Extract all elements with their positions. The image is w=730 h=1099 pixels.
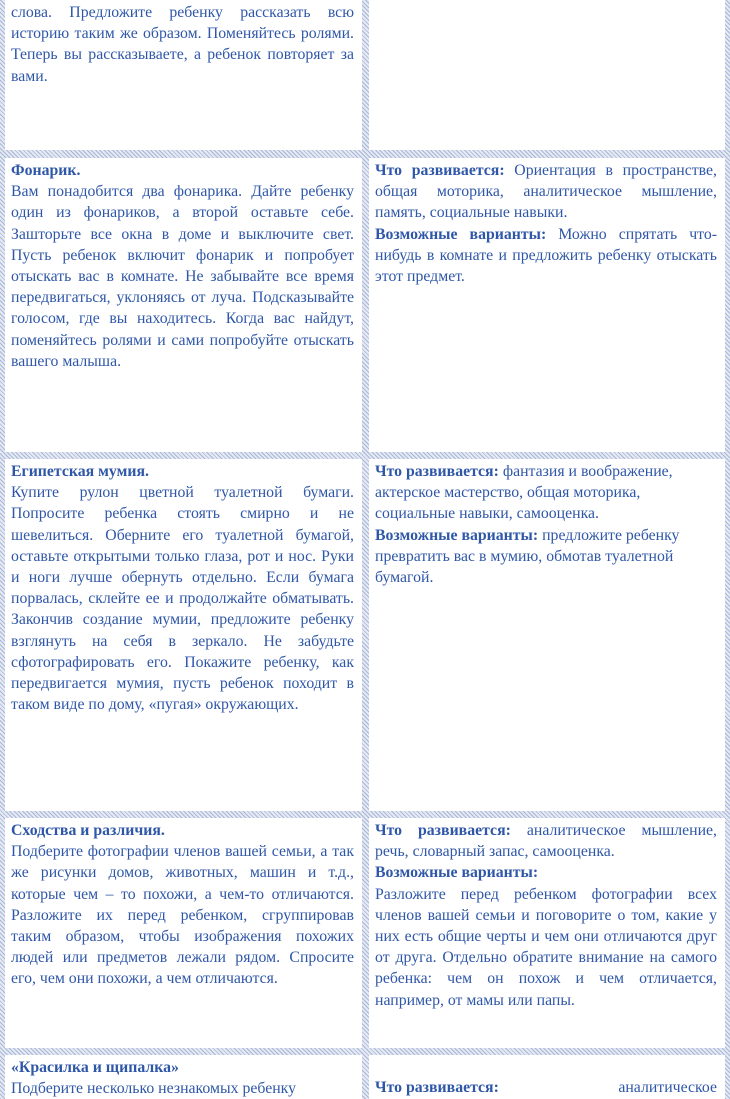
table-cell-notes [369,459,725,811]
develops-text: аналитическое мышление, речь, словарный запас, самооценка. [375,822,718,861]
develops-paragraph [375,160,717,224]
develops-label: Что развивается: [375,822,511,839]
variants-paragraph [375,224,717,288]
develops-text: аналитическое [618,1079,717,1096]
game-description: Подберите несколько незнакомых ребенку [11,1080,297,1098]
game-description: Подберите фотографии членов вашей семьи, а так же рисунки домов, животных, машин и т.д., которые чем – то похожи, а чем-то отличаются. Разложите их перед ребенком, сгруппировав таким образом, чтобы изображения похожих людей или предметов лежали рядом. Спросите его, чем они похожи, а чем отличаются. [11,843,354,988]
game-title: Фонарик. [11,162,81,179]
game-description: Купите рулон цветной туалетной бумаги. Попросите ребенка стоять смирно и не шевелиться. Оберните его туалетной бумагой, оставьте открытыми только глаза, рот и нос. Руки и ноги лучше обернуть отдельно. Если бумага порвалась, склейте ее и продолжайте обматывать. Закончив создание мумии, предложите ребенку взглянуть на себя в зеркало. Не забудьте сфотографировать его. Покажите ребенку, как передвигается мумия, пусть ребенок походит в таком виде по дому, «пугая» окружающих. [11,484,354,714]
table-cell-game [5,459,362,811]
variants-label: Возможные варианты: [375,526,539,544]
variants-text: предложите ребенку превратить вас в мумию, обмотав туалетной бумагой. [375,526,680,587]
table-cell-notes [369,0,725,150]
develops-paragraph [375,820,717,862]
table-cell-notes [369,818,725,1048]
develops-paragraph [375,461,717,525]
develops-label: Что развивается: [375,162,505,179]
game-title: Сходства и различия. [11,822,165,839]
develops-text: Ориентация в пространстве, общая моторика, аналитическое мышление, память, социальные навыки. [375,162,717,222]
game-title: «Красилка и щипалка» [11,1059,179,1076]
develops-paragraph [375,1077,717,1098]
table-cell-notes [369,1055,725,1099]
table-cell-game [5,158,362,452]
table-cell-game [5,0,362,150]
table-cell-notes [369,158,725,452]
develops-label: Что развивается: [375,463,499,480]
develops-label: Что развивается: [375,1079,499,1096]
variants-paragraph [375,525,717,589]
variants-text: Можно спрятать что-нибудь в комнате и предложить ребенку отыскать этот предмет. [375,225,718,286]
game-description: Вам понадобится два фонарика. Дайте ребенку один из фонариков, а второй оставьте себе. Зашторьте все окна в доме и выключите свет. Пусть ребенок включит фонарик и попробует отыскать вас в комнате. Не забывайте все время передвигаться, уклоняясь от луча. Подсказывайте голосом, где вы находитесь. Когда вас найдут, поменяйтесь ролями и сами попробуйте отыскать вашего малыша. [11,183,354,370]
variants-label: Возможные варианты: [375,225,547,243]
variants-text: Разложите перед ребенком фотографии всех членов вашей семьи и поговорите о том, какие у них есть общие черты и чем они отличаются друг от друга. Отдельно обратите внимание на самого ребенка: чем он похож и чем отличается, например, от мамы или папы. [375,885,717,1009]
table-cell-game [5,818,362,1048]
game-title: Египетская мумия. [11,463,149,480]
game-description: слова. Предложите ребенку рассказать всю историю таким же образом. Поменяйтесь ролями. Теперь вы рассказываете, а ребенок повторяет за вами. [11,4,354,85]
develops-text: фантазия и воображение, актерское мастерство, общая моторика, социальные навыки, самооценка. [375,463,673,523]
variants-label: Возможные варианты: [375,864,539,882]
table-cell-game [5,1055,362,1099]
